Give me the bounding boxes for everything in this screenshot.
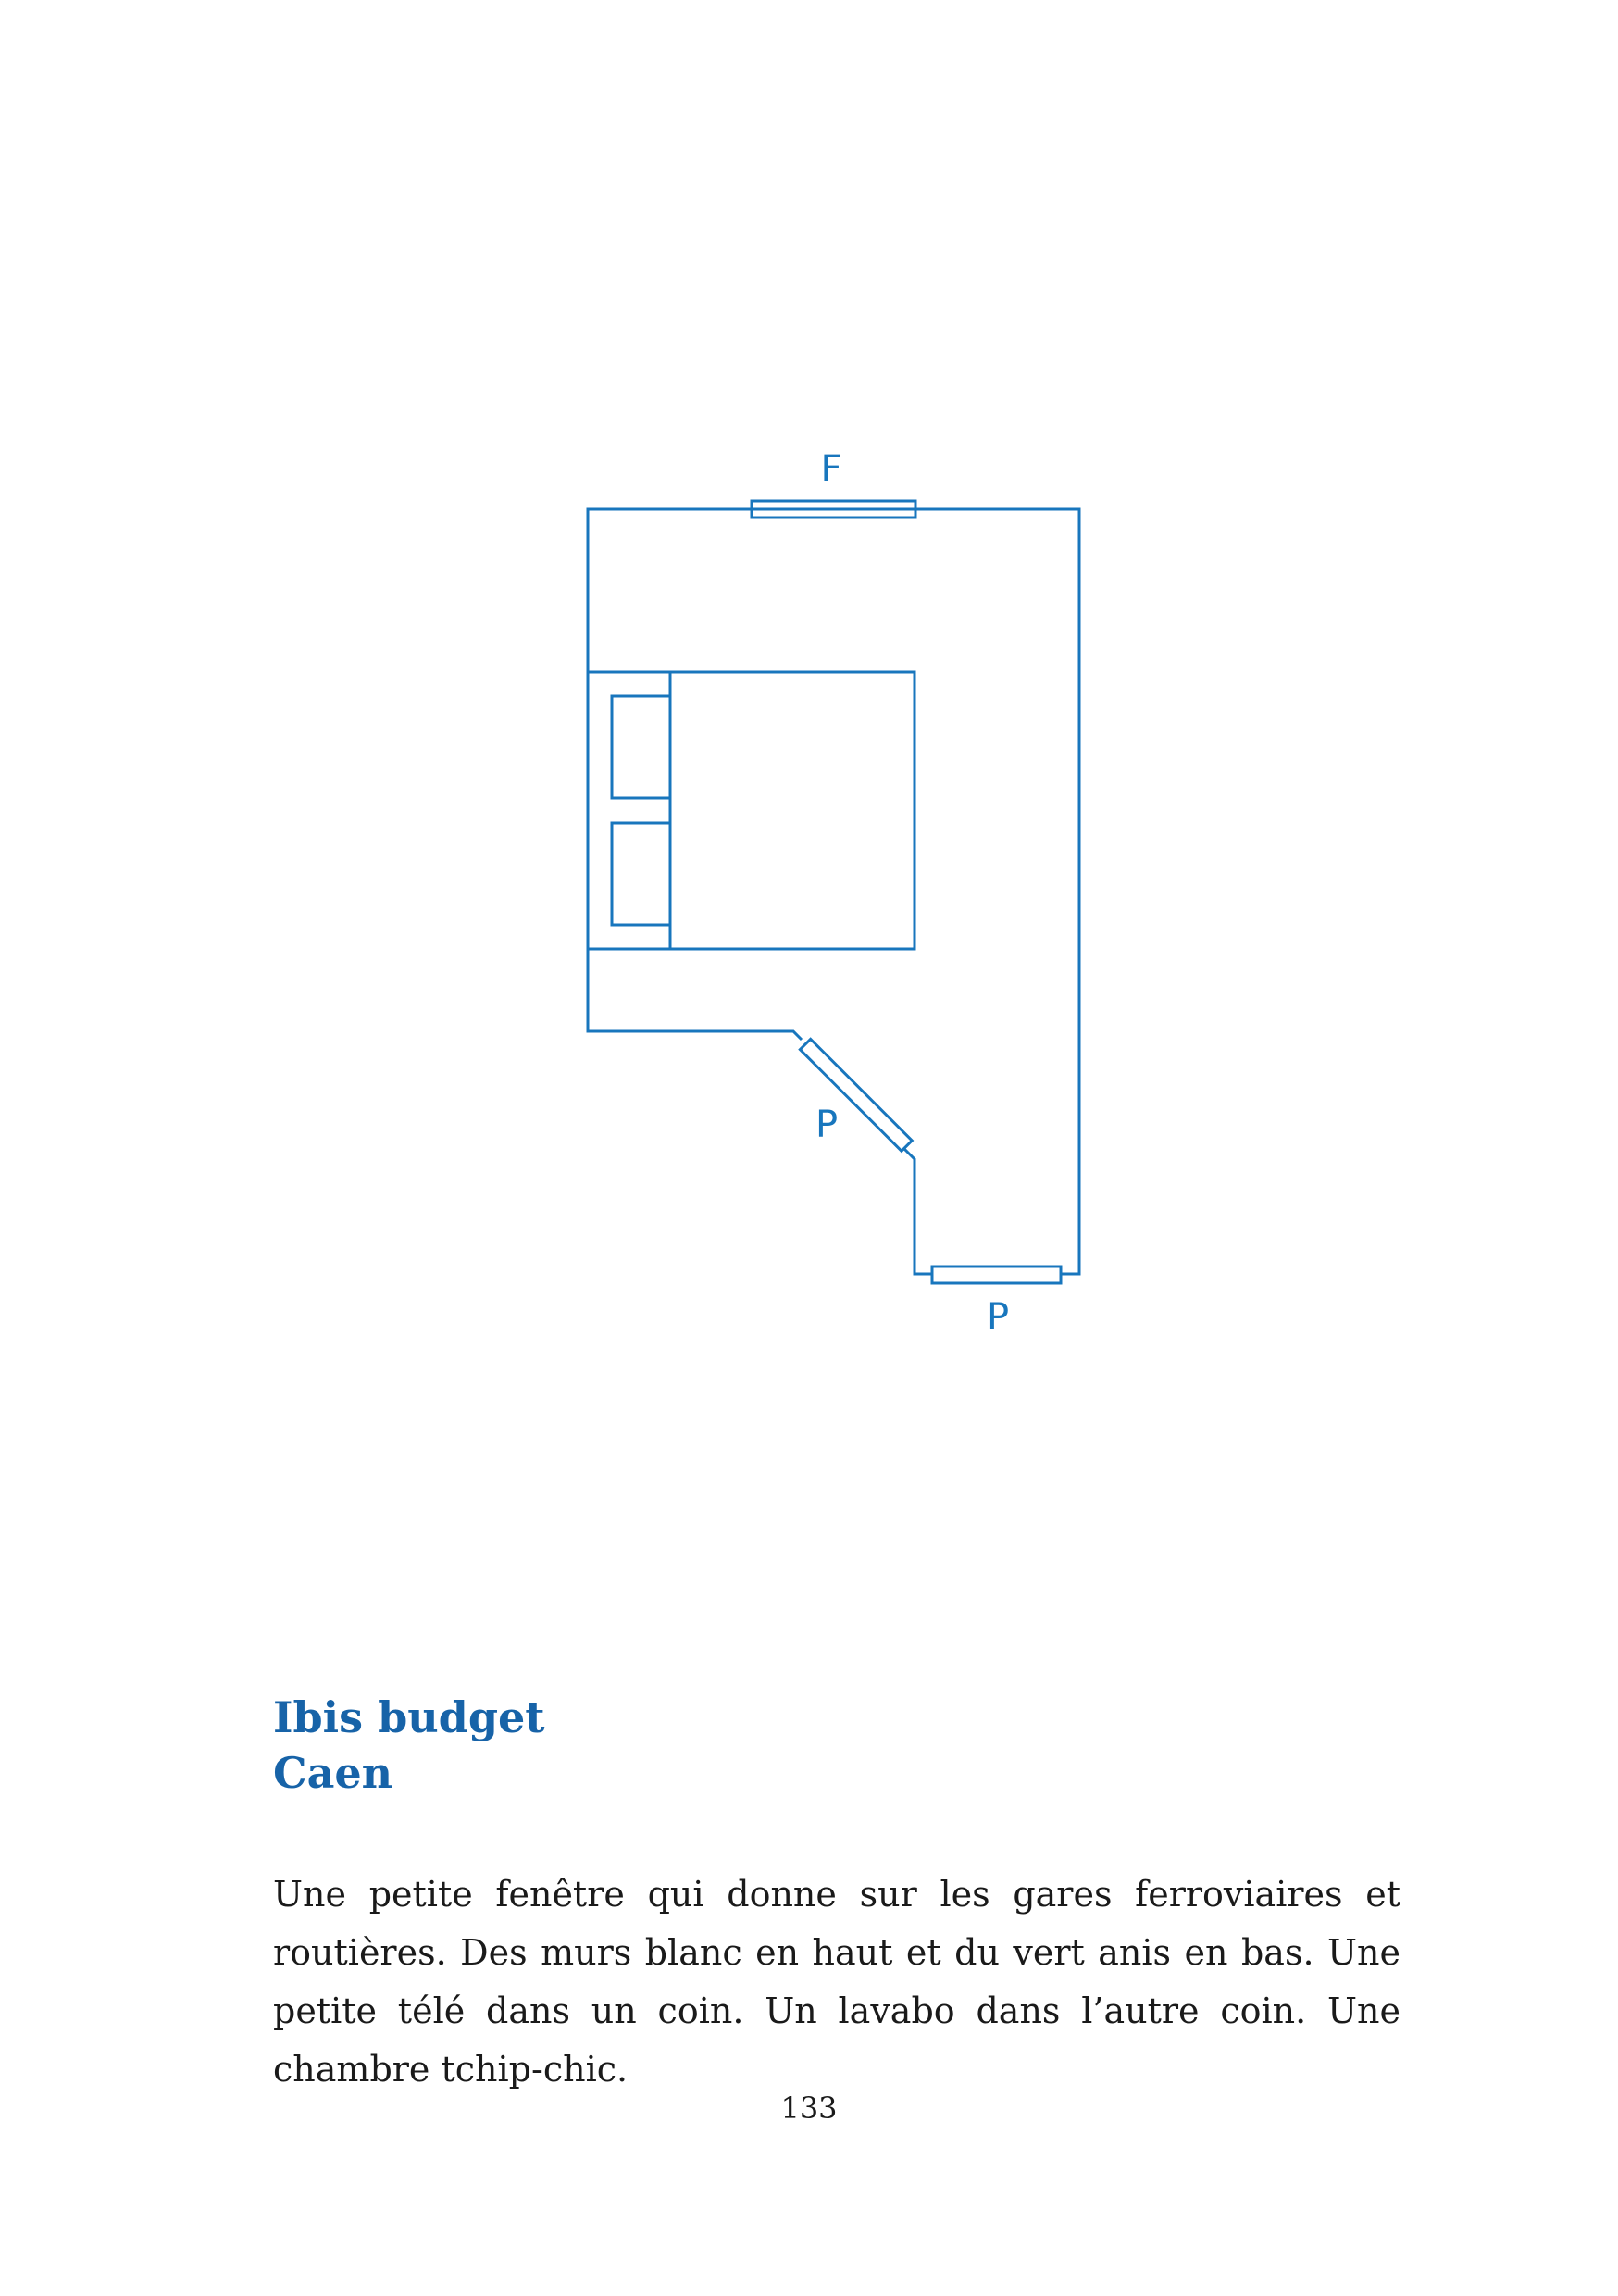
hotel-city: Caen <box>273 1748 393 1798</box>
room-inner-wall <box>903 1148 932 1274</box>
door-diagonal-label: P <box>815 1104 839 1146</box>
window-label: F <box>820 448 842 491</box>
door-bottom <box>932 1267 1061 1283</box>
page-number: 133 <box>780 2090 838 2126</box>
pillow-bottom <box>612 823 670 925</box>
description-paragraph: Une petite fenêtre qui donne sur les gares ferroviaires et routières. Des murs blanc en haut et du vert anis en bas. Une petite télé dans un coin. Un lavabo dans l’autre coin. Une chambre tchip-chic. <box>273 1874 1400 2090</box>
hotel-heading <box>273 1690 545 1801</box>
pillow-top <box>612 696 670 798</box>
room-left-wall <box>588 509 802 1040</box>
door-bottom-label: P <box>986 1296 1010 1339</box>
bed <box>588 672 915 949</box>
hotel-name: Ibis budget <box>273 1692 545 1742</box>
